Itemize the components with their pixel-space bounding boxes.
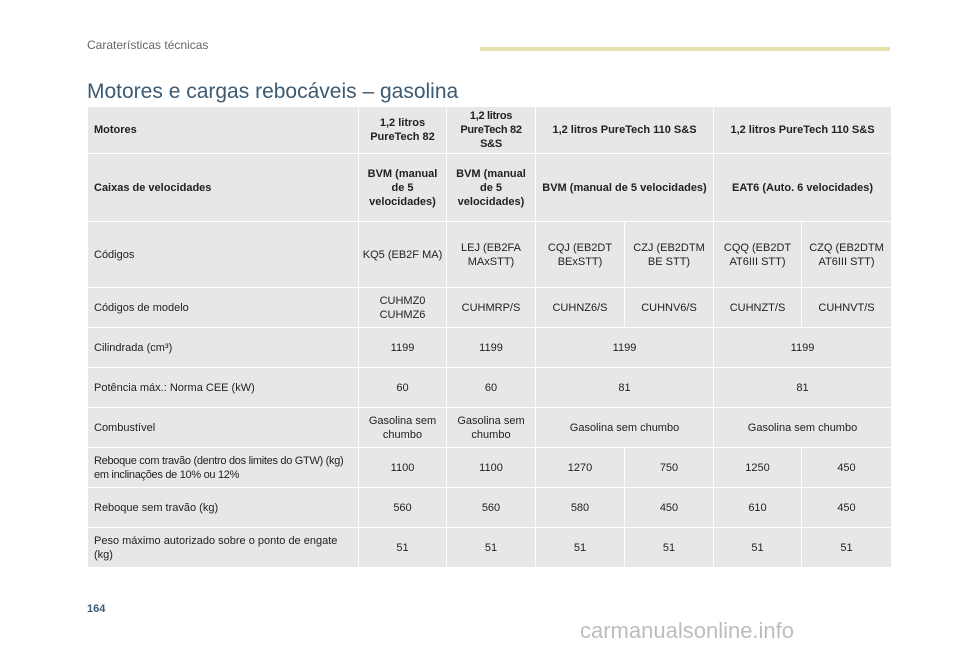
- cell: 1199: [714, 328, 892, 368]
- row-label: Códigos: [88, 222, 359, 288]
- cell: Gasolina sem chumbo: [359, 408, 447, 448]
- cell: 81: [536, 368, 714, 408]
- page-title: Motores e cargas rebocáveis – gasolina: [87, 80, 459, 104]
- cell: 60: [359, 368, 447, 408]
- cell: 610: [714, 488, 802, 528]
- cell: 1199: [536, 328, 714, 368]
- cell: 51: [447, 528, 536, 568]
- header-rule: [480, 47, 890, 51]
- cell: KQ5 (EB2F MA): [359, 222, 447, 288]
- cell: CUHNZT/S: [714, 288, 802, 328]
- cell: 81: [714, 368, 892, 408]
- section-heading: Caraterísticas técnicas: [87, 38, 209, 52]
- row-unbraked-trailer: [88, 488, 892, 528]
- cell: 560: [359, 488, 447, 528]
- row-label: Combustível: [88, 408, 359, 448]
- cell: 51: [359, 528, 447, 568]
- row-label: Cilindrada (cm³): [88, 328, 359, 368]
- cell: 1,2 litros PureTech 82 S&S: [447, 107, 536, 154]
- cell: CUHMRP/S: [447, 288, 536, 328]
- cell: Gasolina sem chumbo: [536, 408, 714, 448]
- row-label: Caixas de velocidades: [88, 154, 359, 222]
- row-label: Reboque sem travão (kg): [88, 488, 359, 528]
- row-codes: [88, 222, 892, 288]
- cell: Gasolina sem chumbo: [714, 408, 892, 448]
- engine-specs-table: [87, 106, 892, 568]
- cell: CUHMZ0 CUHMZ6: [359, 288, 447, 328]
- cell: EAT6 (Auto. 6 velocidades): [714, 154, 892, 222]
- cell: 1100: [359, 448, 447, 488]
- cell: CZJ (EB2DTM BE STT): [625, 222, 714, 288]
- cell: CQQ (EB2DT AT6III STT): [714, 222, 802, 288]
- cell: CUHNZ6/S: [536, 288, 625, 328]
- row-displacement: [88, 328, 892, 368]
- row-label: Reboque com travão (dentro dos limites do GTW) (kg) em inclinações de 10% ou 12%: [88, 448, 359, 488]
- row-fuel: [88, 408, 892, 448]
- cell: 560: [447, 488, 536, 528]
- cell: BVM (manual de 5 velocidades): [447, 154, 536, 222]
- cell: CZQ (EB2DTM AT6III STT): [802, 222, 892, 288]
- cell: 1199: [447, 328, 536, 368]
- cell: 1199: [359, 328, 447, 368]
- cell: 1250: [714, 448, 802, 488]
- row-model-codes: [88, 288, 892, 328]
- cell: 450: [802, 448, 892, 488]
- row-label: Peso máximo autorizado sobre o ponto de engate (kg): [88, 528, 359, 568]
- page-number: 164: [87, 603, 106, 615]
- cell: 450: [802, 488, 892, 528]
- row-label: Motores: [88, 107, 359, 154]
- cell: 60: [447, 368, 536, 408]
- row-gearboxes: [88, 154, 892, 222]
- cell: Gasolina sem chumbo: [447, 408, 536, 448]
- cell: CUHNVT/S: [802, 288, 892, 328]
- cell: 51: [536, 528, 625, 568]
- cell: 1270: [536, 448, 625, 488]
- cell: 580: [536, 488, 625, 528]
- cell: BVM (manual de 5 velocidades): [359, 154, 447, 222]
- cell: 51: [714, 528, 802, 568]
- cell: 51: [802, 528, 892, 568]
- watermark: carmanualsonline.info: [580, 618, 795, 643]
- row-engines: [88, 107, 892, 154]
- cell: BVM (manual de 5 velocidades): [536, 154, 714, 222]
- cell: 51: [625, 528, 714, 568]
- cell: 1100: [447, 448, 536, 488]
- cell: CQJ (EB2DT BExSTT): [536, 222, 625, 288]
- cell: 1,2 litros PureTech 110 S&S: [536, 107, 714, 154]
- row-power: [88, 368, 892, 408]
- cell: 450: [625, 488, 714, 528]
- cell: 750: [625, 448, 714, 488]
- cell: 1,2 litros PureTech 110 S&S: [714, 107, 892, 154]
- row-label: Potência máx.: Norma CEE (kW): [88, 368, 359, 408]
- cell: LEJ (EB2FA MAxSTT): [447, 222, 536, 288]
- row-nose-weight: [88, 528, 892, 568]
- cell: 1,2 litros PureTech 82: [359, 107, 447, 154]
- row-label: Códigos de modelo: [88, 288, 359, 328]
- cell: CUHNV6/S: [625, 288, 714, 328]
- row-braked-trailer: [88, 448, 892, 488]
